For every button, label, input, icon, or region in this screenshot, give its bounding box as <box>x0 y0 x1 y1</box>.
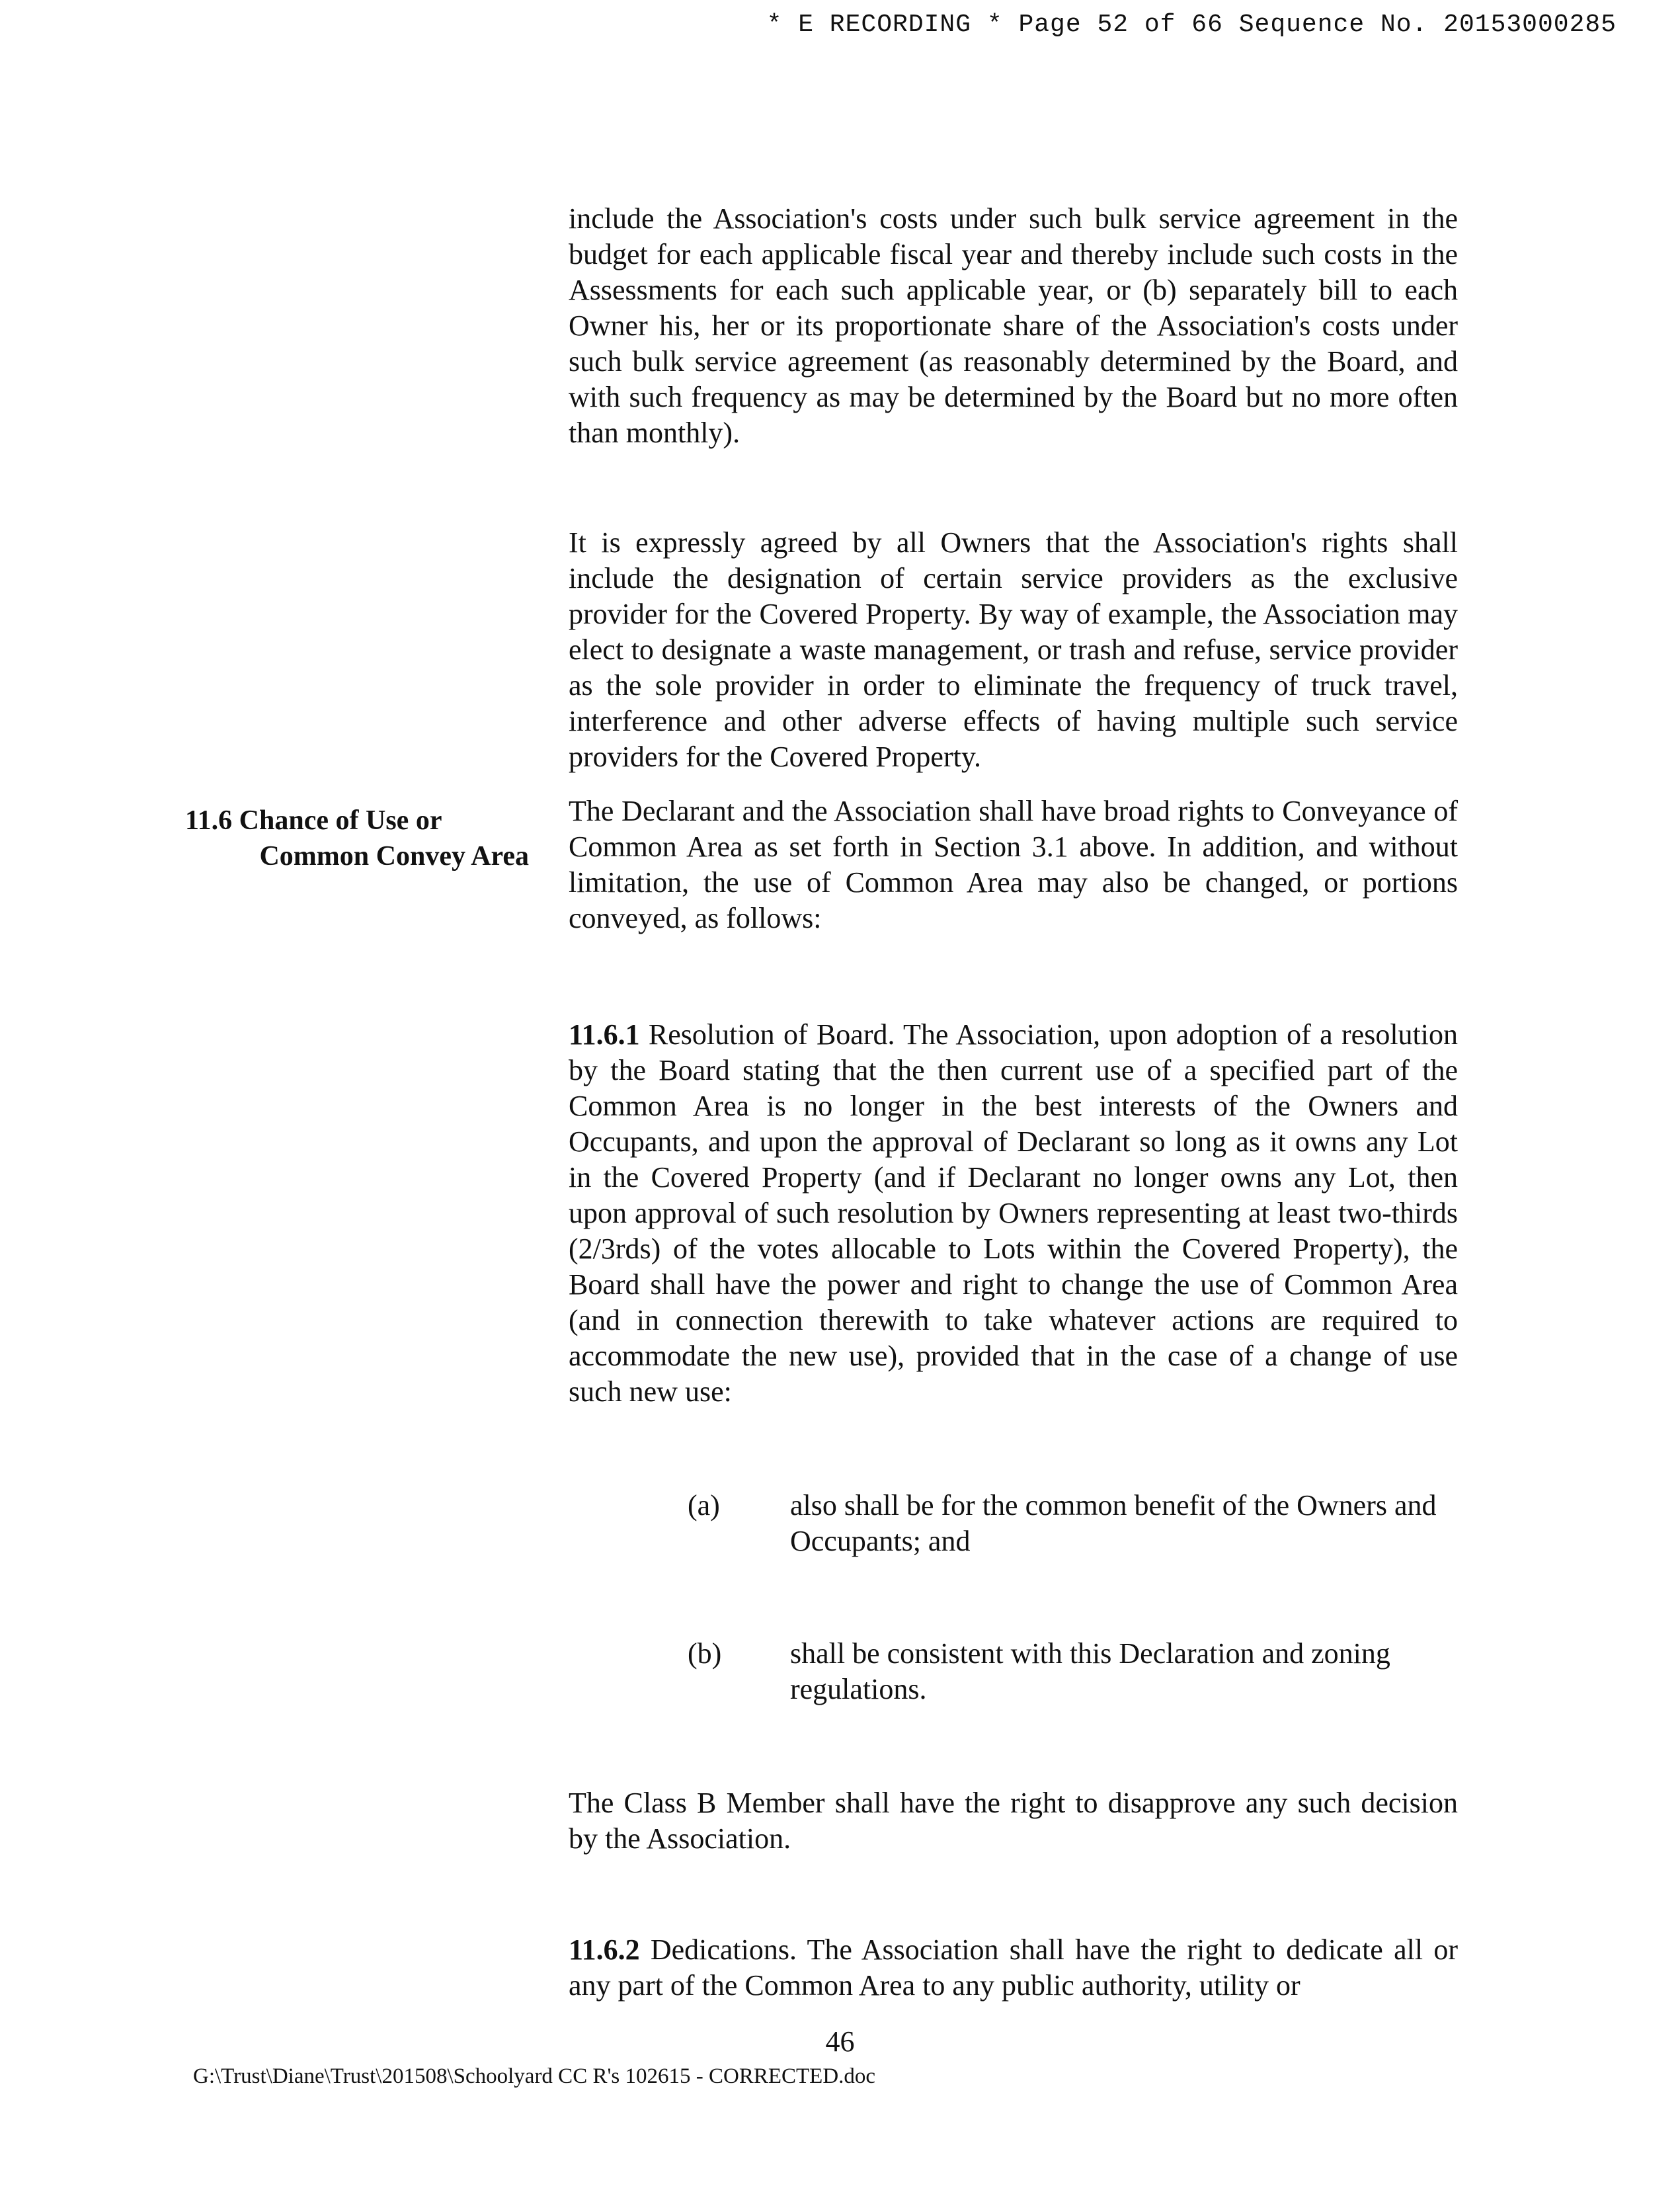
page-number: 46 <box>825 2025 855 2058</box>
class-b-member-paragraph: The Class B Member shall have the right to disapprove any such decision by the Association. <box>569 1787 1458 1855</box>
section-11-6-2-paragraph <box>569 1932 1458 2004</box>
section-11-6-body: The Declarant and the Association shall have broad rights to Conveyance of Common Area as set forth in Section 3.1 above. In addition, and without limitation, the use of Common Area may also be changed, or portions conveyed, as follows: <box>569 795 1458 934</box>
paragraph-bulk-service-costs: include the Association's costs under such bulk service agreement in the budget for each applicable fiscal year and thereby include such costs in the Assessments for each such applicable year, or (b) separately bill to each Owner his, her or its proportionate share of the Association's costs under such bulk service agreement (as reasonably determined by the Board, and with such frequency as may be determined by the Board but no more often than monthly). <box>569 202 1458 449</box>
section-11-6-1-body: Resolution of Board. The Association, upon adoption of a resolution by the Board stating that the then current use of a specified part of the Common Area is no longer in the best interests of the Owners and Occupants, and upon the approval of Declarant so long as it owns any Lot in the Covered Property (and if Declarant no longer owns any Lot, then upon approval of such resolution by Owners representing at least two-thirds (2/3rds) of the votes allocable to Lots within the Covered Property), the Board shall have the power and right to change the use of Common Area (and in connection therewith to take whatever actions are required to accommodate the new use), provided that in the case of a change of use such new use: <box>569 1018 1458 1408</box>
list-item <box>688 1636 1461 1707</box>
list-item-text: also shall be for the common benefit of the Owners and Occupants; and <box>790 1489 1437 1557</box>
footer-file-path: G:\Trust\Diane\Trust\201508\Schoolyard CC R's 102615 - CORRECTED.doc <box>193 2064 876 2088</box>
section-11-6-heading <box>159 803 529 874</box>
recording-header: * E RECORDING * Page 52 of 66 Sequence No. 20153000285 <box>766 11 1617 39</box>
section-11-6-2-number: 11.6.2 <box>569 1933 640 1966</box>
section-11-6-heading-line1: 11.6 Chance of Use or <box>185 805 442 836</box>
list-item-label: (a) <box>688 1489 720 1521</box>
section-11-6-1-paragraph <box>569 1017 1458 1410</box>
section-11-6-1-number: 11.6.1 <box>569 1018 640 1051</box>
list-item-label: (b) <box>688 1637 722 1670</box>
section-11-6-2-body: Dedications. The Association shall have the right to dedicate all or any part of the Common Area to any public authority, utility or <box>569 1933 1458 2002</box>
list-item <box>688 1488 1461 1559</box>
section-11-6-heading-line2: Common Convey Area <box>259 841 529 872</box>
paragraph-exclusive-providers: It is expressly agreed by all Owners that the Association's rights shall include the designation of certain service providers as the exclusive provider for the Covered Property. By way of example, the Association may elect to designate a waste management, or trash and refuse, service provider as the sole provider in order to eliminate the frequency of truck travel, interference and other adverse effects of having multiple such service providers for the Covered Property. <box>569 526 1458 773</box>
list-item-text: shall be consistent with this Declaration and zoning regulations. <box>790 1637 1390 1705</box>
